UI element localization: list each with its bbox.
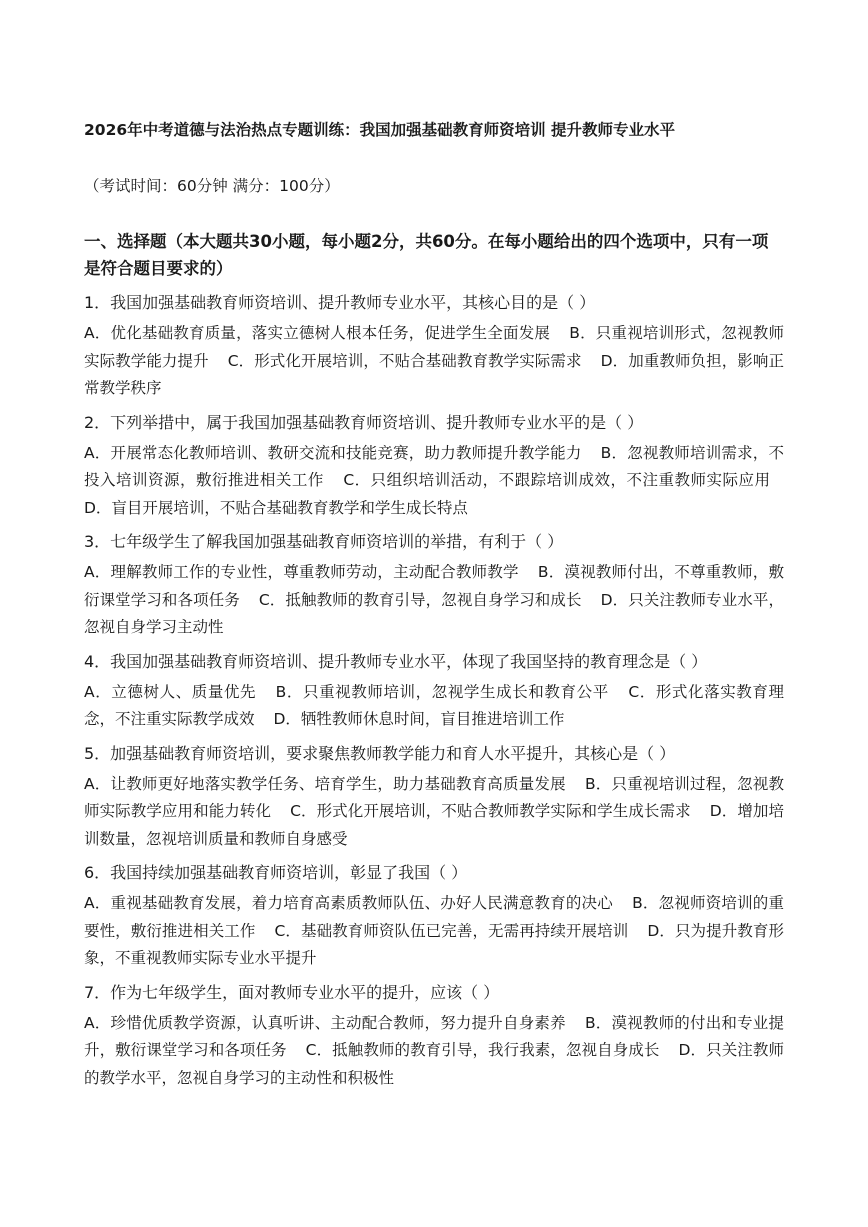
question-item xyxy=(84,649,784,734)
answer-option: B．忽视师资培训的重要性，敷衍推进相关工作 xyxy=(84,894,784,940)
answer-option: C．形式化开展培训，不贴合基础教育教学实际需求 xyxy=(227,351,582,370)
answer-option: A．理解教师工作的专业性，尊重教师劳动，主动配合教师教学 xyxy=(84,563,519,581)
question-options xyxy=(84,679,784,734)
question-stem: 6．我国持续加强基础教育师资培训，彰显了我国（ ） xyxy=(84,863,468,882)
answer-option: D．只关注教师专业水平，忽视自身学习主动性 xyxy=(84,590,784,636)
question-stem: 5．加强基础教育师资培训，要求聚焦教师教学能力和育人水平提升，其核心是（ ） xyxy=(84,743,676,763)
question-options xyxy=(84,559,784,642)
question-stem: 4．我国加强基础教育师资培训、提升教师专业水平，体现了我国坚持的教育理念是（ ） xyxy=(84,651,708,671)
answer-option: A．让教师更好地落实教学任务、培育学生，助力基础教育高质量发展 xyxy=(84,774,566,793)
answer-option: C．形式化开展培训，不贴合教师教学实际和学生成长需求 xyxy=(290,802,691,820)
answer-option: A．立德树人、质量优先 xyxy=(84,682,257,701)
question-stem: 2．下列举措中，属于我国加强基础教育师资培训、提升教师专业水平的是（ ） xyxy=(84,412,644,432)
question-item xyxy=(84,290,784,403)
answer-option: B．漠视教师付出，不尊重教师，敷衍课堂学习和各项任务 xyxy=(84,563,784,609)
answer-option: C．形式化落实教育理念，不注重实际教学成效 xyxy=(84,682,784,728)
exam-info: （考试时间：60分钟 满分：100分） xyxy=(84,177,340,195)
question-item xyxy=(84,860,784,973)
answer-option: D．只关注教师的教学水平，忽视自身学习的主动性和积极性 xyxy=(84,1041,784,1087)
answer-option: C．抵触教师的教育引导，我行我素，忽视自身成长 xyxy=(305,1041,660,1059)
question-options xyxy=(84,771,784,854)
answer-option: B．只重视培训过程，忽视教师实际教学应用和能力转化 xyxy=(84,774,785,820)
question-options xyxy=(84,320,784,403)
question-item xyxy=(84,529,784,642)
answer-option: D．盲目开展培训，不贴合基础教育教学和学生成长特点 xyxy=(84,498,468,517)
answer-option: B．只重视培训形式，忽视教师实际教学能力提升 xyxy=(84,324,785,370)
answer-option: D．只为提升教育形象，不重视教师实际专业水平提升 xyxy=(84,921,784,967)
answer-option: B．只重视教师培训，忽视学生成长和教育公平 xyxy=(275,682,609,701)
question-options xyxy=(84,1010,784,1093)
question-stem: 7．作为七年级学生，面对教师专业水平的提升，应该（ ） xyxy=(84,982,500,1002)
answer-option: D．牺牲教师休息时间，盲目推进培训工作 xyxy=(273,710,565,728)
question-stem: 3．七年级学生了解我国加强基础教育师资培训的举措，有利于（ ） xyxy=(84,532,564,551)
answer-option: A．重视基础教育发展，着力培育高素质教师队伍、办好人民满意教育的决心 xyxy=(84,894,613,912)
answer-option: A．珍惜优质教学资源，认真听讲、主动配合教师，努力提升自身素养 xyxy=(84,1013,566,1032)
answer-option: D．加重教师负担，影响正常教学秩序 xyxy=(84,351,784,397)
answer-option: C．只组织培训活动，不跟踪培训成效，不注重教师实际应用 xyxy=(343,471,770,489)
answer-option: D．增加培训数量，忽视培训质量和教师自身感受 xyxy=(84,802,784,848)
question-options xyxy=(84,890,784,973)
answer-option: B．忽视教师培训需求，不投入培训资源，敷衍推进相关工作 xyxy=(84,443,784,489)
answer-option: C．抵触教师的教育引导，忽视自身学习和成长 xyxy=(258,590,582,609)
question-stem: 1．我国加强基础教育师资培训、提升教师专业水平，其核心目的是（ ） xyxy=(84,293,596,312)
question-item xyxy=(84,980,784,1093)
answer-option: A．优化基础教育质量，落实立德树人根本任务，促进学生全面发展 xyxy=(84,324,551,342)
question-options xyxy=(84,440,784,523)
section-heading: 一、选择题（本大题共30小题，每小题2分，共60分。在每小题给出的四个选项中，只有一项是符合题目要求的） xyxy=(84,232,769,278)
document-title: 2026年中考道德与法治热点专题训练：我国加强基础教育师资培训 提升教师专业水平 xyxy=(84,121,676,139)
answer-option: A．开展常态化教师培训、教研交流和技能竞赛，助力教师提升教学能力 xyxy=(84,443,582,462)
question-item xyxy=(84,410,784,523)
question-item xyxy=(84,741,784,854)
answer-option: B．漠视教师的付出和专业提升，敷衍课堂学习和各项任务 xyxy=(84,1013,785,1059)
question-list xyxy=(84,290,784,1092)
answer-option: C．基础教育师资队伍已完善，无需再持续开展培训 xyxy=(274,921,629,940)
